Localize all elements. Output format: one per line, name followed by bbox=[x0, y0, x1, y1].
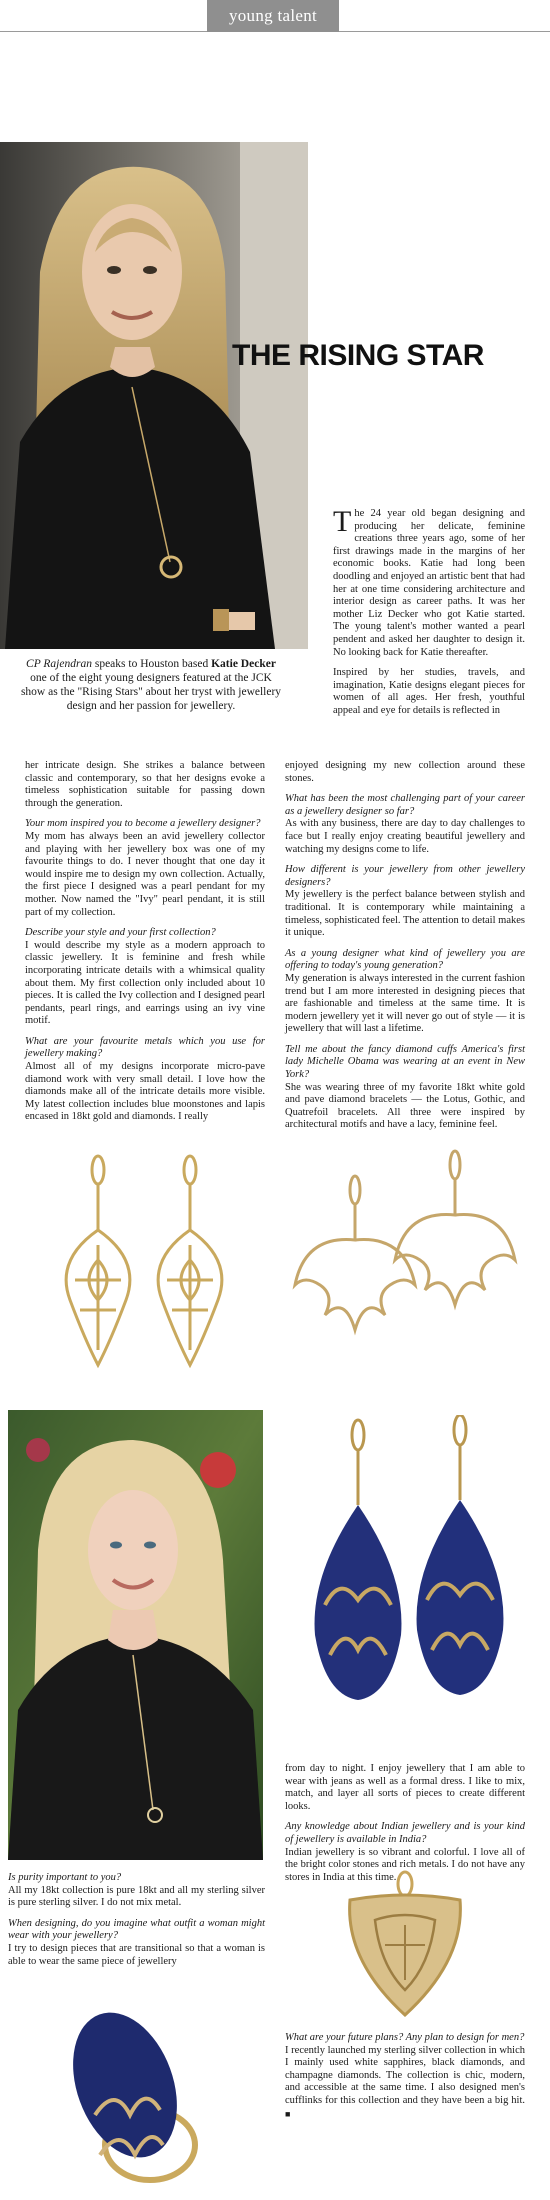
answer: I recently launched my sterling silver collection in which I mainly used white sapphires, black diamonds, and champagne diamonds. The collection is chic, modern, and accessible at the same time. I also designed men's cufflinks for this collection and they have been a big hit. bbox=[285, 2044, 525, 2106]
question: How different is your jewellery from other jewellery designers? bbox=[285, 864, 525, 888]
answer: My jewellery is the perfect balance between stylish and traditional. It is contemporary while maintaining a timeless, sophisticated feel. The attention to detail makes it unique. bbox=[285, 889, 525, 939]
answer: All my 18kt collection is pure 18kt and all my sterling silver is pure sterling silver. I do not mix metal. bbox=[8, 1884, 265, 1909]
question: What are your favourite metals which you use for jewellery making? bbox=[25, 1035, 265, 1060]
question: What are your future plans? Any plan to design for men? bbox=[285, 2032, 525, 2043]
end-mark: ■ bbox=[285, 2108, 291, 2119]
lapis-earrings-photo bbox=[300, 1415, 525, 1715]
caption-byline: CP Rajendran bbox=[26, 658, 92, 670]
text-column-4 bbox=[8, 1872, 265, 1976]
question: Tell me about the fancy diamond cuffs America's first lady Michelle Obama was wearing at an event in New York? bbox=[285, 1043, 525, 1081]
question: Is purity important to you? bbox=[8, 1872, 122, 1883]
text-column-1 bbox=[25, 760, 265, 1132]
text-column-2 bbox=[285, 760, 525, 1140]
scroll-earrings-photo bbox=[285, 1145, 530, 1365]
answer: Indian jewellery is so vibrant and colorful. I love all of the bright color stones and rich metals. I do not have any stores in India at this time. bbox=[285, 1846, 525, 1883]
answer: I try to design pieces that are transitional so that a woman is able to wear the same piece of jewellery bbox=[8, 1942, 265, 1967]
col1-paragraph: her intricate design. She strikes a balance between classic and contemporary, so that her designs evoke a timeless sophistication suitable for passing down through the generation. bbox=[25, 760, 265, 809]
text-column-5 bbox=[285, 2032, 525, 2129]
drop-cap: T bbox=[333, 505, 352, 538]
intro-column bbox=[333, 505, 525, 726]
intro-paragraph-2: Inspired by her studies, travels, and imagination, Katie designs elegant pieces for women of all ages. Her fresh, youthful appeal and eye for details is reflected in bbox=[333, 667, 525, 716]
col2-paragraph: enjoyed designing my new collection around these stones. bbox=[285, 760, 525, 784]
section-tab: young talent bbox=[207, 0, 339, 32]
portrait-photo-bottom bbox=[8, 1410, 263, 1860]
caption-lead: speaks to Houston based bbox=[91, 658, 212, 670]
answer: My mom has always been an avid jewellery collector and playing with her jewellery box was one of my favourite things to do. I never thought that one day it would inspire me to design my own collection. Actually, the first piece I designed was a pearl pendant for my mother. Now named the "Ivy" pearl pendant, it is still part of my collection. bbox=[25, 830, 265, 918]
col3-paragraph: from day to night. I enjoy jewellery that I am able to wear with jeans as well as a formal dress. I like to mix, match, and layer all sorts of pieces to create different looks. bbox=[285, 1763, 525, 1812]
caption-name: Katie Decker bbox=[211, 658, 276, 670]
answer: As with any business, there are day to day challenges to face but I really enjoy creating beautiful jewellery and watching my designs come to life. bbox=[285, 818, 525, 855]
intro-paragraph-1: he 24 year old began designing and producing her delicate, feminine creations three years ago, some of her first drawings made in the margins of her economic books. Katie had long been doodling and enjoyed an artistic bent that had her at one time considering architecture and interior design as career paths. It was her mother Liz Decker who got Katie started. The young talent's mother wanted a pearl pendent and asked her daughter to design it. No looking back for Katie thereafter. bbox=[333, 508, 525, 658]
question: What has been the most challenging part of your career as a jewellery designer so far? bbox=[285, 793, 525, 817]
article-caption bbox=[20, 657, 282, 713]
answer: Almost all of my designs incorporate micro-pave diamond work with very small detail. I love how the diamonds make all of the intricate details more visible. My latest collection includes blue moonstones and lapis encased in 18kt gold and diamonds. I really bbox=[25, 1061, 265, 1123]
caption-rest: one of the eight young designers featured at the JCK show as the "Rising Stars" about her tryst with jewellery design and her passion for jewellery. bbox=[20, 672, 282, 712]
question: Your mom inspired you to become a jewellery designer? bbox=[25, 818, 261, 830]
answer: I would describe my style as a modern approach to classic jewellery. It is feminine and fresh while incorporating intricate details with a whimsical quality about them. My first collection only included about 10 pieces. It is called the Ivy collection and I designed pearl pendants, pearl rings, and earrings using an ivy vine motif. bbox=[25, 939, 265, 1027]
question: When designing, do you imagine what outfit a woman might wear with your jewellery? bbox=[8, 1917, 265, 1942]
article-headline: THE RISING STAR bbox=[232, 339, 484, 373]
question: Describe your style and your first collection? bbox=[25, 927, 216, 939]
gold-shield-pendant-photo bbox=[330, 1870, 480, 2020]
lapis-ring-photo bbox=[55, 1995, 205, 2200]
question: Any knowledge about Indian jewellery and is your kind of jewellery is available in India? bbox=[285, 1821, 525, 1845]
question: As a young designer what kind of jewellery you are offering to today's young generation? bbox=[285, 947, 525, 972]
gold-filigree-earrings-photo bbox=[40, 1150, 250, 1380]
answer: She was wearing three of my favorite 18kt white gold and pave diamond bracelets — the Lotus, Gothic, and Quatrefoil bracelets. All three were inspired by architectural motifs and have a lacy, feminine feel. bbox=[285, 1081, 525, 1131]
answer: My generation is always interested in the current fashion trend but I am more interested in designing pieces that are fashionable and timeless at the same time. It is modern jewellery yet it will never go out of style — it is jewellery that will last a lifetime. bbox=[285, 972, 525, 1035]
portrait-photo-top bbox=[0, 142, 308, 649]
